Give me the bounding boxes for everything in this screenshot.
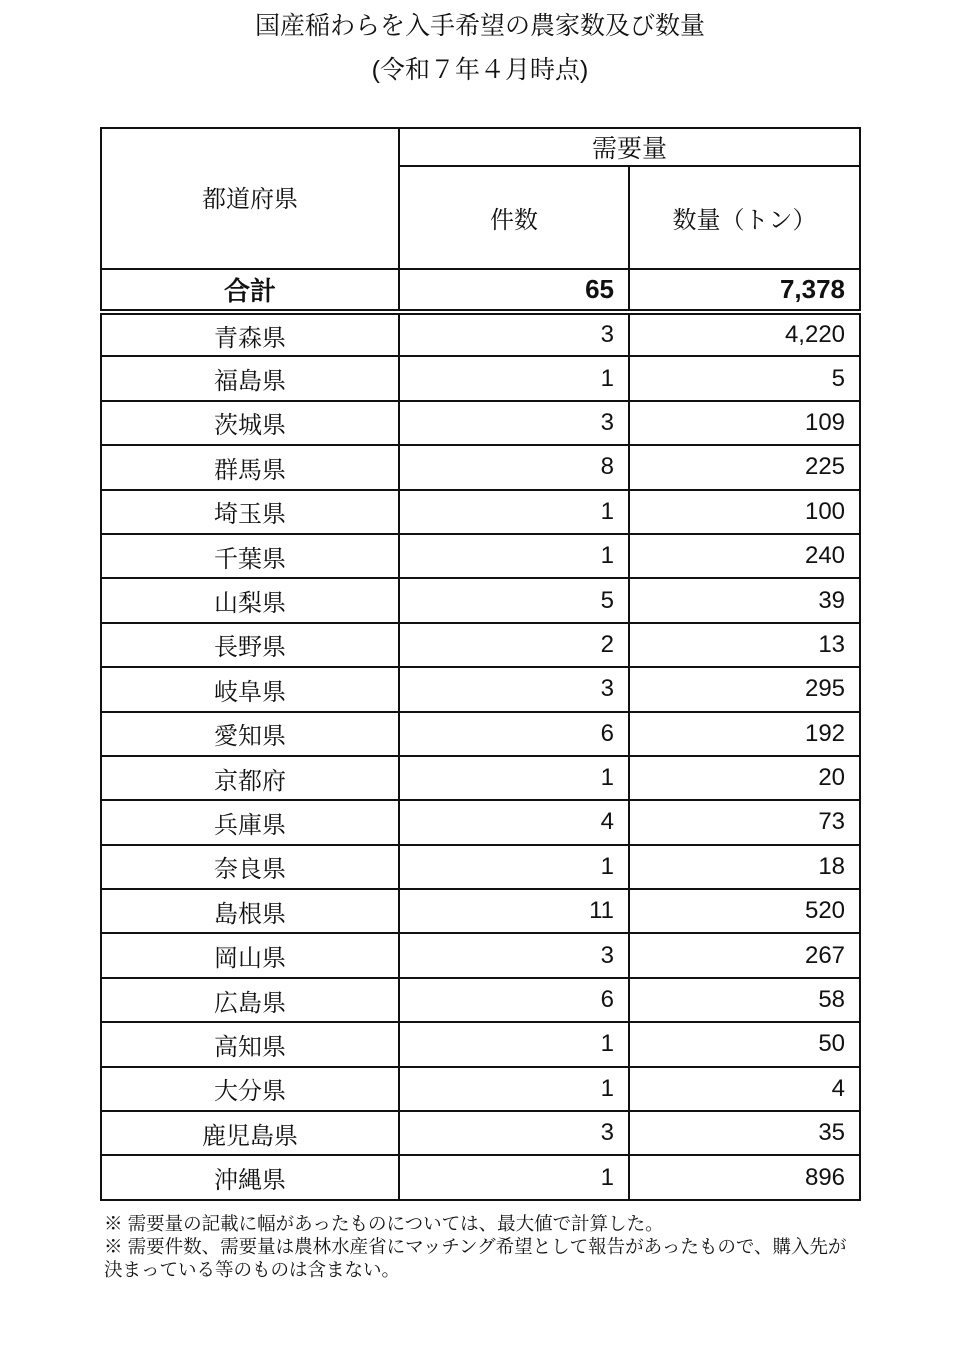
quantity-cell: 295 xyxy=(629,667,860,711)
count-cell: 8 xyxy=(399,445,629,489)
prefecture-cell: 岡山県 xyxy=(101,933,399,977)
header-count: 件数 xyxy=(399,166,629,269)
count-cell: 1 xyxy=(399,1067,629,1111)
header-demand: 需要量 xyxy=(399,128,860,166)
prefecture-cell: 愛知県 xyxy=(101,712,399,756)
table-row xyxy=(101,1111,860,1155)
table-row xyxy=(101,1067,860,1111)
table-row xyxy=(101,800,860,844)
count-cell: 1 xyxy=(399,490,629,534)
quantity-cell: 4 xyxy=(629,1067,860,1111)
table-row xyxy=(101,889,860,933)
header-prefecture: 都道府県 xyxy=(101,128,399,269)
table-row xyxy=(101,490,860,534)
prefecture-cell: 千葉県 xyxy=(101,534,399,578)
table-row xyxy=(101,845,860,889)
count-cell: 1 xyxy=(399,356,629,400)
quantity-cell: 520 xyxy=(629,889,860,933)
quantity-cell: 267 xyxy=(629,933,860,977)
total-row xyxy=(101,269,860,312)
footnote: ※ 需要件数、需要量は農林水産省にマッチング希望として報告があったもので、購入先が決まっている等のものは含まない。 xyxy=(104,1236,847,1280)
quantity-cell: 13 xyxy=(629,623,860,667)
table-row xyxy=(101,978,860,1022)
quantity-cell: 100 xyxy=(629,490,860,534)
prefecture-cell: 岐阜県 xyxy=(101,667,399,711)
table-row xyxy=(101,356,860,400)
quantity-cell: 896 xyxy=(629,1155,860,1199)
table-row xyxy=(101,578,860,622)
prefecture-cell: 高知県 xyxy=(101,1022,399,1066)
total-label: 合計 xyxy=(101,269,399,312)
quantity-cell: 4,220 xyxy=(629,312,860,356)
document-subtitle: (令和７年４月時点) xyxy=(371,56,589,84)
prefecture-cell: 群馬県 xyxy=(101,445,399,489)
quantity-cell: 109 xyxy=(629,401,860,445)
demand-table xyxy=(100,127,861,1201)
footnotes xyxy=(104,1212,864,1281)
quantity-cell: 58 xyxy=(629,978,860,1022)
prefecture-cell: 茨城県 xyxy=(101,401,399,445)
count-cell: 1 xyxy=(399,1155,629,1199)
count-cell: 6 xyxy=(399,712,629,756)
quantity-cell: 39 xyxy=(629,578,860,622)
quantity-cell: 35 xyxy=(629,1111,860,1155)
footnote: ※ 需要量の記載に幅があったものについては、最大値で計算した。 xyxy=(104,1213,664,1234)
quantity-cell: 50 xyxy=(629,1022,860,1066)
prefecture-cell: 長野県 xyxy=(101,623,399,667)
count-cell: 3 xyxy=(399,667,629,711)
count-cell: 3 xyxy=(399,933,629,977)
table-row xyxy=(101,1155,860,1199)
prefecture-cell: 鹿児島県 xyxy=(101,1111,399,1155)
count-cell: 11 xyxy=(399,889,629,933)
table-row xyxy=(101,534,860,578)
count-cell: 1 xyxy=(399,756,629,800)
table-row xyxy=(101,401,860,445)
table-row xyxy=(101,712,860,756)
prefecture-cell: 埼玉県 xyxy=(101,490,399,534)
header-quantity: 数量（トン） xyxy=(629,166,860,269)
count-cell: 1 xyxy=(399,1022,629,1066)
prefecture-cell: 大分県 xyxy=(101,1067,399,1111)
prefecture-cell: 青森県 xyxy=(101,312,399,356)
prefecture-cell: 沖縄県 xyxy=(101,1155,399,1199)
count-cell: 1 xyxy=(399,845,629,889)
table-row xyxy=(101,1022,860,1066)
table-row xyxy=(101,312,860,356)
quantity-cell: 240 xyxy=(629,534,860,578)
quantity-cell: 192 xyxy=(629,712,860,756)
table-row xyxy=(101,445,860,489)
count-cell: 1 xyxy=(399,534,629,578)
total-count: 65 xyxy=(399,269,629,312)
prefecture-cell: 福島県 xyxy=(101,356,399,400)
table-row xyxy=(101,667,860,711)
prefecture-cell: 広島県 xyxy=(101,978,399,1022)
prefecture-cell: 兵庫県 xyxy=(101,800,399,844)
total-quantity: 7,378 xyxy=(629,269,860,312)
quantity-cell: 20 xyxy=(629,756,860,800)
count-cell: 3 xyxy=(399,401,629,445)
count-cell: 3 xyxy=(399,312,629,356)
quantity-cell: 18 xyxy=(629,845,860,889)
count-cell: 6 xyxy=(399,978,629,1022)
count-cell: 4 xyxy=(399,800,629,844)
quantity-cell: 225 xyxy=(629,445,860,489)
table-row xyxy=(101,933,860,977)
prefecture-cell: 島根県 xyxy=(101,889,399,933)
document-title: 国産稲わらを入手希望の農家数及び数量 xyxy=(254,12,705,40)
count-cell: 2 xyxy=(399,623,629,667)
quantity-cell: 73 xyxy=(629,800,860,844)
count-cell: 3 xyxy=(399,1111,629,1155)
table-row xyxy=(101,623,860,667)
prefecture-cell: 奈良県 xyxy=(101,845,399,889)
count-cell: 5 xyxy=(399,578,629,622)
prefecture-cell: 山梨県 xyxy=(101,578,399,622)
prefecture-cell: 京都府 xyxy=(101,756,399,800)
quantity-cell: 5 xyxy=(629,356,860,400)
table-row xyxy=(101,756,860,800)
